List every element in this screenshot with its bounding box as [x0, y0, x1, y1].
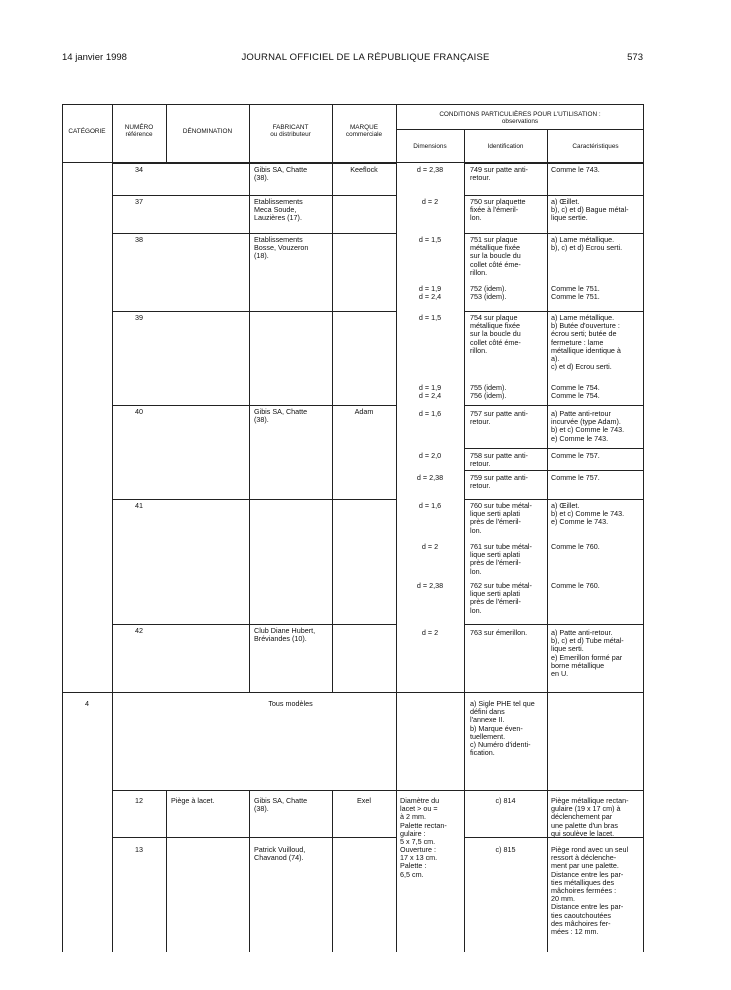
- identification-line: 758 sur patte anti-: [470, 451, 528, 460]
- characteristic-line: b) et c) Comme le 743.: [551, 509, 625, 519]
- row-number: 34: [135, 165, 143, 174]
- header-caracteristiques: Caractéristiques: [572, 143, 619, 150]
- manufacturer-line: (38).: [254, 173, 269, 183]
- col-rule-conditions: [396, 104, 397, 952]
- row-rule: [464, 499, 644, 500]
- manufacturer-line: Gibis SA, Chatte: [254, 796, 308, 805]
- header-identification: Identification: [487, 143, 524, 150]
- characteristic-line: a) Patte anti-retour.: [551, 628, 613, 637]
- characteristic-line: b), c) et d) Ecrou serti.: [551, 243, 623, 253]
- characteristic-line: en U.: [551, 669, 569, 678]
- identification-line: métallique fixée: [470, 321, 520, 331]
- col-rule-fabricant: [249, 104, 250, 692]
- row-rule: [112, 195, 397, 196]
- identification-line: métallique fixée: [470, 243, 520, 253]
- dimension-line: 17 x 13 cm.: [400, 853, 438, 863]
- row-rule: [464, 233, 644, 234]
- characteristic-line: a) Œillet.: [551, 501, 580, 510]
- characteristic-line: incurvée (type Adam).: [551, 417, 621, 427]
- dimension-value: d = 1,5: [418, 235, 442, 244]
- identification-line: lon.: [470, 525, 482, 535]
- row-rule: [464, 163, 644, 164]
- page-date: 14 janvier 1998: [62, 52, 127, 63]
- dimension-value: d = 1,9: [418, 284, 442, 293]
- characteristic-line: e) Comme le 743.: [551, 433, 609, 443]
- header-denomination: DÉNOMINATION: [182, 128, 233, 135]
- characteristic-line: métallique identique à: [551, 345, 621, 355]
- identification-line: retour.: [470, 481, 491, 491]
- row-rule: [464, 195, 644, 196]
- row-rule: [112, 163, 397, 164]
- identification-line: 757 sur patte anti-: [470, 409, 528, 418]
- table-top-rule: [62, 104, 644, 105]
- manufacturer-line: Chavanod (74).: [254, 853, 304, 863]
- identification-line: près de l'émeril-: [470, 558, 521, 568]
- identification-line: défini dans: [470, 707, 505, 717]
- header-fabricant: FABRICANT: [272, 124, 309, 131]
- identification-line: 750 sur plaquette: [470, 197, 526, 206]
- identification-line: lon.: [470, 566, 482, 576]
- identification-line: fixée à l'émeril-: [470, 205, 519, 215]
- manufacturer-line: (18).: [254, 251, 269, 261]
- dimension-value: d = 1,6: [418, 501, 442, 510]
- row-rule: [464, 448, 644, 449]
- characteristic-line: b), c) et d) Tube métal-: [551, 636, 624, 646]
- characteristic-line: borne métallique: [551, 660, 605, 670]
- col-rule-fabricant-lower: [249, 790, 250, 952]
- row-number: 13: [135, 845, 143, 854]
- characteristic-line: e) Comme le 743.: [551, 517, 609, 527]
- dimension-line: 5 x 7,5 cm.: [400, 837, 436, 846]
- row-number: 42: [135, 626, 143, 635]
- row-number: 39: [135, 313, 143, 322]
- table-right-rule: [643, 104, 644, 952]
- row-rule: [112, 311, 397, 312]
- header-categorie: CATÉGORIE: [68, 128, 106, 135]
- characteristic-line: 20 mm.: [551, 894, 575, 904]
- dimension-value: d = 1,5: [418, 313, 442, 322]
- manufacturer-line: Bosse, Vouzeron: [254, 243, 309, 253]
- header-marque: MARQUE: [349, 124, 379, 131]
- characteristic-line: gulaire (19 x 17 cm) à: [551, 804, 621, 814]
- dimension-line: Palette rectan-: [400, 820, 447, 830]
- identification-line: c) 815: [495, 845, 516, 854]
- conditions-subrule: [396, 129, 644, 130]
- category-number: 4: [85, 699, 89, 708]
- identification-line: a) Sigle PHE tel que: [470, 699, 535, 708]
- row-rule: [112, 790, 644, 791]
- characteristic-line: Comme le 751.: [551, 284, 600, 293]
- identification-line: lique serti aplati: [470, 550, 520, 560]
- row-number: 37: [135, 197, 143, 206]
- row-number: 40: [135, 407, 143, 416]
- regulation-table: [62, 104, 644, 952]
- identification-line: c) Numéro d'identi-: [470, 740, 531, 749]
- header-numero: NUMÉRO: [124, 124, 154, 131]
- characteristic-line: Comme le 754.: [551, 383, 600, 392]
- dimension-line: Ouverture :: [400, 845, 436, 854]
- characteristic-line: déclenchement par: [551, 812, 613, 822]
- header-reference: référence: [125, 131, 153, 138]
- row-rule: [112, 233, 397, 234]
- row-rule: [464, 311, 644, 312]
- identification-line: fication.: [470, 748, 495, 758]
- dimension-value: d = 2: [421, 197, 439, 206]
- identification-line: lon.: [470, 213, 482, 223]
- header-dimensions: Dimensions: [413, 143, 447, 150]
- identification-line: retour.: [470, 459, 491, 469]
- characteristic-line: qui soulève le lacet.: [551, 828, 615, 838]
- identification-line: 749 sur patte anti-: [470, 165, 528, 174]
- identification-line: collet côté éme-: [470, 337, 521, 347]
- characteristic-line: Comme le 757.: [551, 473, 600, 482]
- characteristic-line: Piège métallique rectan-: [551, 796, 629, 805]
- dimension-line: Diamètre du: [400, 796, 440, 805]
- identification-line: rillon.: [470, 345, 488, 355]
- identification-line: rillon.: [470, 267, 488, 277]
- dimension-line: 6,5 cm.: [400, 869, 424, 879]
- col-rule-marque: [332, 104, 333, 692]
- characteristic-line: ment par une palette.: [551, 861, 619, 871]
- identification-line: b) Marque éven-: [470, 723, 523, 733]
- brand-name: Exel: [357, 796, 371, 805]
- identification-line: lique serti aplati: [470, 589, 520, 599]
- identification-line: 755 (idem).: [470, 383, 507, 392]
- identification-line: 754 sur plaque: [470, 313, 518, 322]
- identification-line: 763 sur émerillon.: [470, 628, 528, 637]
- manufacturer-line: Etablissements: [254, 197, 303, 206]
- characteristic-line: Comme le 751.: [551, 292, 600, 302]
- characteristic-line: ties métalliques des: [551, 877, 615, 887]
- identification-line: collet côté éme-: [470, 259, 521, 269]
- row-rule: [464, 837, 644, 838]
- row-rule: [464, 470, 644, 471]
- identification-line: lique serti aplati: [470, 509, 520, 519]
- trap-denomination: Piège à lacet.: [171, 796, 215, 805]
- row-number: 38: [135, 235, 143, 244]
- manufacturer-line: Gibis SA, Chatte: [254, 165, 308, 174]
- identification-line: 762 sur tube métal-: [470, 581, 532, 590]
- row-rule: [112, 624, 397, 625]
- row-number: 41: [135, 501, 143, 510]
- identification-line: 753 (idem).: [470, 292, 507, 302]
- characteristic-line: Comme le 743.: [551, 165, 600, 174]
- manufacturer-line: Bréviandes (10).: [254, 634, 307, 644]
- row-rule: [112, 499, 397, 500]
- dimension-value: d = 1,6: [418, 409, 442, 418]
- identification-line: tuellement.: [470, 731, 506, 741]
- identification-line: sur la boucle du: [470, 329, 521, 339]
- characteristic-line: des mâchoires fer-: [551, 918, 611, 928]
- identification-line: lon.: [470, 605, 482, 615]
- manufacturer-line: Patrick Vuilloud,: [254, 845, 306, 854]
- header-observations: observations: [501, 118, 539, 125]
- row-rule: [112, 405, 397, 406]
- characteristic-line: ressort à déclenche-: [551, 853, 617, 863]
- dimension-line: Palette :: [400, 861, 427, 871]
- characteristic-line: Comme le 760.: [551, 542, 600, 551]
- dimension-line: gulaire :: [400, 828, 426, 838]
- characteristic-line: mâchoires fermées :: [551, 886, 617, 895]
- manufacturer-line: Meca Soude,: [254, 205, 297, 215]
- identification-line: c) 814: [495, 796, 516, 805]
- characteristic-line: b) Butée d'ouverture :: [551, 321, 620, 331]
- manufacturer-line: (38).: [254, 415, 269, 425]
- category4-rule: [62, 692, 644, 693]
- col-rule-marque-lower: [332, 790, 333, 952]
- identification-line: 751 sur plaque: [470, 235, 518, 244]
- identification-line: retour.: [470, 417, 491, 427]
- identification-line: 761 sur tube métal-: [470, 542, 532, 551]
- dimension-line: lacet > ou =: [400, 804, 438, 814]
- row-number: 12: [135, 796, 143, 805]
- brand-name: Adam: [354, 407, 374, 416]
- characteristic-line: lique serti.: [551, 644, 584, 654]
- identification-line: sur la boucle du: [470, 251, 521, 261]
- identification-line: 752 (idem).: [470, 284, 507, 293]
- dimension-value: d = 2: [421, 628, 439, 637]
- dimension-line: à 2 mm.: [400, 812, 426, 822]
- dimension-value: d = 2,38: [416, 473, 444, 482]
- identification-line: 756 (idem).: [470, 391, 507, 401]
- identification-line: 760 sur tube métal-: [470, 501, 532, 510]
- characteristic-line: c) et d) Ecrou serti.: [551, 362, 612, 372]
- characteristic-line: a).: [551, 354, 560, 363]
- table-left-rule: [62, 104, 63, 952]
- characteristic-line: e) Emerillon formé par: [551, 652, 623, 662]
- col-rule-identification: [464, 129, 465, 952]
- manufacturer-line: (38).: [254, 804, 269, 814]
- page-number: 573: [627, 52, 643, 63]
- manufacturer-line: Gibis SA, Chatte: [254, 407, 308, 416]
- dimension-value: d = 1,9: [418, 383, 442, 392]
- manufacturer-line: Etablissements: [254, 235, 303, 244]
- identification-line: 759 sur patte anti-: [470, 473, 528, 482]
- identification-line: près de l'émeril-: [470, 597, 521, 607]
- dimension-value: d = 2,4: [418, 292, 442, 302]
- characteristic-line: mées : 12 mm.: [551, 927, 599, 936]
- brand-name: Keeflock: [350, 165, 378, 174]
- characteristic-line: a) Lame métallique.: [551, 313, 615, 322]
- dimension-value: d = 2,38: [416, 165, 444, 174]
- col-rule-caracteristiques: [547, 129, 548, 952]
- characteristic-line: Comme le 754.: [551, 391, 600, 401]
- characteristic-line: b), c) et d) Bague métal-: [551, 205, 629, 215]
- characteristic-line: a) Lame métallique.: [551, 235, 615, 244]
- characteristic-line: a) Œillet.: [551, 197, 580, 206]
- characteristic-line: fermeture : lame: [551, 337, 604, 347]
- dimension-value: d = 2,4: [418, 391, 442, 401]
- characteristic-line: Distance entre les par-: [551, 869, 624, 879]
- row-rule: [464, 405, 644, 406]
- characteristic-line: b) et c) Comme le 743.: [551, 425, 625, 435]
- header-conditions: CONDITIONS PARTICULIÈRES POUR L'UTILISATION :: [439, 111, 601, 118]
- journal-title: JOURNAL OFFICIEL DE LA RÉPUBLIQUE FRANÇAISE: [241, 52, 490, 63]
- characteristic-line: une palette d'un bras: [551, 820, 618, 830]
- characteristic-line: écrou serti; butée de: [551, 329, 617, 339]
- manufacturer-line: Club Diane Hubert,: [254, 626, 316, 635]
- col-rule-denomination-lower: [166, 790, 167, 952]
- identification-line: près de l'émeril-: [470, 517, 521, 527]
- manufacturer-line: Lauzières (17).: [254, 213, 302, 223]
- dimension-value: d = 2: [421, 542, 439, 551]
- characteristic-line: Distance entre les par-: [551, 902, 624, 912]
- header-commerciale: commerciale: [345, 131, 383, 138]
- dimension-value: d = 2,38: [416, 581, 444, 590]
- characteristic-line: a) Patte anti-retour: [551, 409, 611, 418]
- all-models-label: Tous modèles: [268, 699, 313, 708]
- identification-line: l'annexe II.: [470, 715, 505, 725]
- characteristic-line: Piège rond avec un seul: [551, 845, 629, 854]
- col-rule-numero: [112, 104, 113, 952]
- dimension-value: d = 2,0: [418, 451, 442, 460]
- characteristic-line: Comme le 760.: [551, 581, 600, 590]
- row-rule: [464, 624, 644, 625]
- characteristic-line: ties caoutchoutées: [551, 910, 611, 920]
- identification-line: retour.: [470, 173, 491, 183]
- header-distributeur: ou distributeur: [270, 131, 311, 138]
- row-rule: [112, 837, 397, 838]
- characteristic-line: lique sertie.: [551, 213, 588, 223]
- characteristic-line: Comme le 757.: [551, 451, 600, 460]
